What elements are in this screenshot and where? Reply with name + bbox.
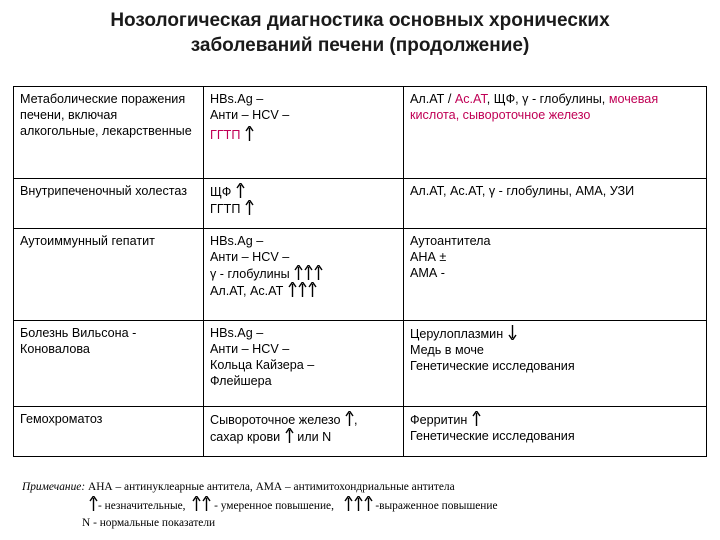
footnote-label: Примечание: <box>22 481 86 493</box>
tests-line <box>410 325 700 342</box>
slight-increase-arrow-icon <box>236 183 245 198</box>
tests-line: АНА ± <box>410 250 447 264</box>
marker-suffix: , <box>354 413 358 427</box>
marker-line: Анти – HCV – <box>210 342 290 356</box>
footnote-line-3: N - нормальные показатели <box>82 517 216 529</box>
marker-suffix: или N <box>297 430 332 444</box>
tests-text: , ЩФ, γ - глобулины, <box>486 92 606 106</box>
tests-text: Ферритин <box>410 413 468 427</box>
marked-increase-arrow-icon <box>308 282 317 297</box>
marker-line: Анти – HCV – <box>210 250 290 264</box>
marker-line <box>210 428 397 445</box>
marker-line <box>210 411 397 428</box>
disease-name: Болезнь Вильсона - Коновалова <box>14 321 204 407</box>
page-title <box>0 8 720 58</box>
title-line-1: Нозологическая диагностика основных хронических <box>110 10 610 31</box>
marker-line <box>210 265 397 282</box>
marked-increase-arrow-icon <box>354 496 363 511</box>
table-row <box>14 321 707 407</box>
footnote-line-2 <box>22 496 498 515</box>
tests-text-highlight: мочевая кислота, сывороточное железо <box>410 92 659 122</box>
table-row <box>14 179 707 229</box>
tests-cell <box>404 229 707 321</box>
slight-increase-arrow-icon <box>89 496 98 511</box>
disease-name: Аутоиммунный гепатит <box>14 229 204 321</box>
moderate-increase-arrow-icon <box>202 496 211 511</box>
disease-name: Гемохроматоз <box>14 407 204 457</box>
tests-line: Аутоантитела <box>410 234 491 248</box>
tests-cell <box>404 321 707 407</box>
markers-cell <box>204 321 404 407</box>
marker-text: сахар крови <box>210 430 281 444</box>
marker-text: Сывороточное железо <box>210 413 341 427</box>
tests-line: Генетические исследования <box>410 359 575 373</box>
slight-increase-arrow-icon <box>245 126 254 141</box>
tests-line <box>410 411 700 428</box>
marker-line <box>210 200 397 217</box>
marker-line <box>210 282 397 299</box>
marker-line: Анти – HCV – <box>210 108 290 122</box>
slight-increase-arrow-icon <box>345 411 354 426</box>
tests-cell <box>404 87 707 179</box>
marker-line <box>210 126 397 143</box>
marker-line: HBs.Ag – <box>210 326 264 340</box>
marker-text: ЩФ <box>210 185 232 199</box>
footnote-line-1 <box>22 479 498 496</box>
marker-text: ГГТП <box>210 202 241 216</box>
tests-line: Генетические исследования <box>410 429 575 443</box>
moderate-increase-arrow-icon <box>192 496 201 511</box>
tests-line: Медь в моче <box>410 343 484 357</box>
tests-cell: Ал.АТ, Ас.АТ, γ - глобулины, АМА, УЗИ <box>404 179 707 229</box>
marker-line: Флейшера <box>210 374 272 388</box>
markers-cell <box>204 87 404 179</box>
marker-line: HBs.Ag – <box>210 234 264 248</box>
table-row <box>14 87 707 179</box>
footnote-abbrev: АНА – антинуклеарные антитела, АМА – антимитохондриальные антитела <box>85 481 455 493</box>
marked-increase-arrow-icon <box>288 282 297 297</box>
markers-cell <box>204 179 404 229</box>
marker-text: γ - глобулины <box>210 267 290 281</box>
marked-increase-arrow-icon <box>364 496 373 511</box>
decrease-arrow-icon <box>508 325 517 340</box>
tests-text: Церулоплазмин <box>410 327 504 341</box>
marked-increase-arrow-icon <box>344 496 353 511</box>
marked-increase-arrow-icon <box>304 265 313 280</box>
disease-name: Внутрипеченочный холестаз <box>14 179 204 229</box>
legend-slight: - незначительные, <box>98 500 186 512</box>
marked-increase-arrow-icon <box>314 265 323 280</box>
marker-text: Ал.АТ, Ас.АТ <box>210 284 284 298</box>
marker-line <box>210 183 397 200</box>
marker-line: Кольца Кайзера – <box>210 358 315 372</box>
disease-name: Метаболические поражения печени, включая алкогольные, лекарственные <box>14 87 204 179</box>
table-row <box>14 407 707 457</box>
diagnosis-table <box>13 86 707 457</box>
marker-text: ГГТП <box>210 128 241 142</box>
footnote <box>22 479 498 532</box>
slight-increase-arrow-icon <box>472 411 481 426</box>
markers-cell <box>204 407 404 457</box>
slight-increase-arrow-icon <box>245 200 254 215</box>
tests-text: Ал.АТ / <box>410 92 455 106</box>
legend-marked: -выраженное повышение <box>375 500 498 512</box>
slight-increase-arrow-icon <box>285 428 294 443</box>
marked-increase-arrow-icon <box>298 282 307 297</box>
markers-cell <box>204 229 404 321</box>
marked-increase-arrow-icon <box>294 265 303 280</box>
marker-line: HBs.Ag – <box>210 92 264 106</box>
tests-line: АМА - <box>410 266 445 280</box>
legend-moderate: - умеренное повышение, <box>214 500 334 512</box>
table-row <box>14 229 707 321</box>
tests-cell <box>404 407 707 457</box>
title-line-2: заболеваний печени (продолжение) <box>190 35 530 56</box>
tests-text-highlight: Ас.АТ <box>454 92 487 106</box>
